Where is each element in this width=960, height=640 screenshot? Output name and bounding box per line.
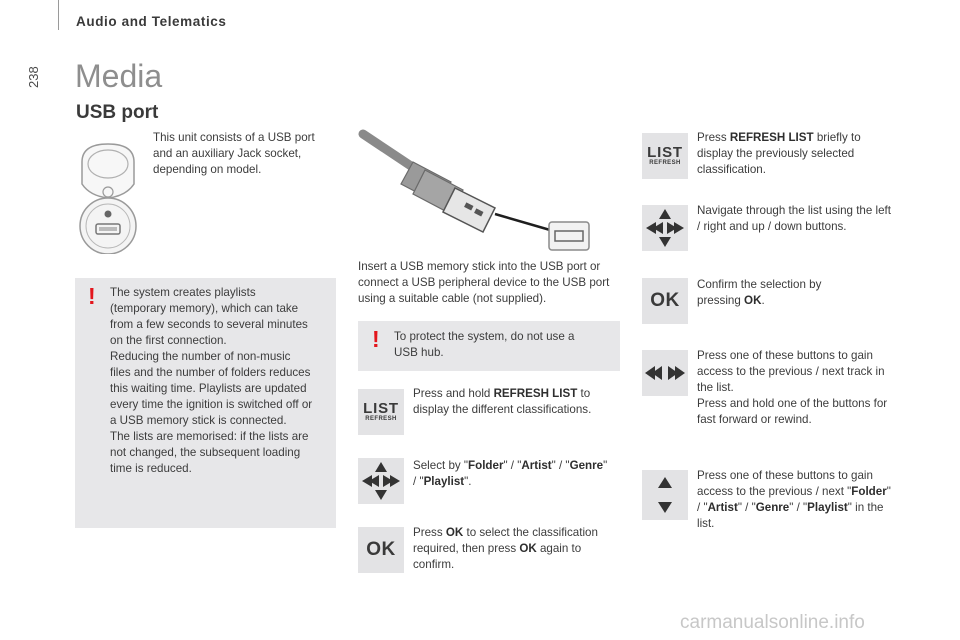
navigation-arrows-icon <box>644 207 686 249</box>
warning-mark: ! <box>88 283 96 309</box>
playlist-note-text: The system creates playlists (temporary memory), which can take from a few seconds to several minutes on the first connection. Reducing the number of non-music files and the number of folders reduces this waiting time. Playlists are updated every time the ignition is switched off or a USB memory stick is connected. The lists are memorised: if the lists are not changed, the subsequent loading time is reduced. <box>110 286 313 475</box>
navigation-arrows-icon <box>360 460 402 502</box>
ok-select-text: Press OK to select the classification required, then press OK again to confirm. <box>413 526 598 571</box>
ok-label: OK <box>650 290 680 311</box>
list-label: LIST <box>647 143 683 161</box>
section-heading: USB port <box>76 102 159 123</box>
header-divider <box>58 0 59 30</box>
page-number: 238 <box>26 66 41 88</box>
page-title: Media <box>75 58 163 94</box>
up-down-arrows-icon <box>654 474 676 516</box>
ok-button-tile <box>642 278 688 324</box>
ok-label: OK <box>366 539 396 560</box>
refresh-label: REFRESH <box>365 415 397 422</box>
list-refresh-button-tile <box>358 389 404 435</box>
usb-stick-illustration <box>355 128 595 258</box>
navigation-pad-tile <box>642 205 688 251</box>
list-refresh-button-tile <box>642 133 688 179</box>
insert-usb-text: Insert a USB memory stick into the USB port or connect a USB peripheral device to the USB port using a suitable cable (not supplied). <box>358 260 610 305</box>
usb-port-illustration <box>76 134 140 254</box>
list-label: LIST <box>363 399 399 417</box>
watermark: carmanualsonline.info <box>680 612 865 633</box>
folder-navigation-text: Press one of these buttons to gain access to the previous / next "Folder" / "Artist" / "Genre" / "Playlist" in the list. <box>697 469 891 530</box>
warning-mark: ! <box>372 326 380 352</box>
confirm-selection-text: Confirm the selection by pressing OK. <box>697 278 822 307</box>
select-classification-text: Select by "Folder" / "Artist" / "Genre" / "Playlist". <box>413 459 608 488</box>
track-navigation-text: Press one of these buttons to gain access to the previous / next track in the list. Press and hold one of the buttons for fast forward or rewind. <box>697 349 888 426</box>
track-buttons-tile <box>642 350 688 396</box>
refresh-brief-text: Press REFRESH LIST briefly to display the previously selected classification. <box>697 131 861 176</box>
navigation-pad-tile <box>358 458 404 504</box>
ok-button-tile <box>358 527 404 573</box>
intro-text: This unit consists of a USB port and an auxiliary Jack socket, depending on model. <box>153 131 315 176</box>
usb-hub-warning-text: To protect the system, do not use a USB hub. <box>394 330 575 359</box>
navigate-list-text: Navigate through the list using the left / right and up / down buttons. <box>697 204 891 233</box>
section-title: Audio and Telematics <box>76 14 227 29</box>
hold-refresh-text: Press and hold REFRESH LIST to display the different classifications. <box>413 387 592 416</box>
folder-buttons-tile <box>642 470 688 520</box>
refresh-label: REFRESH <box>649 159 681 166</box>
previous-next-track-icon <box>644 362 686 384</box>
